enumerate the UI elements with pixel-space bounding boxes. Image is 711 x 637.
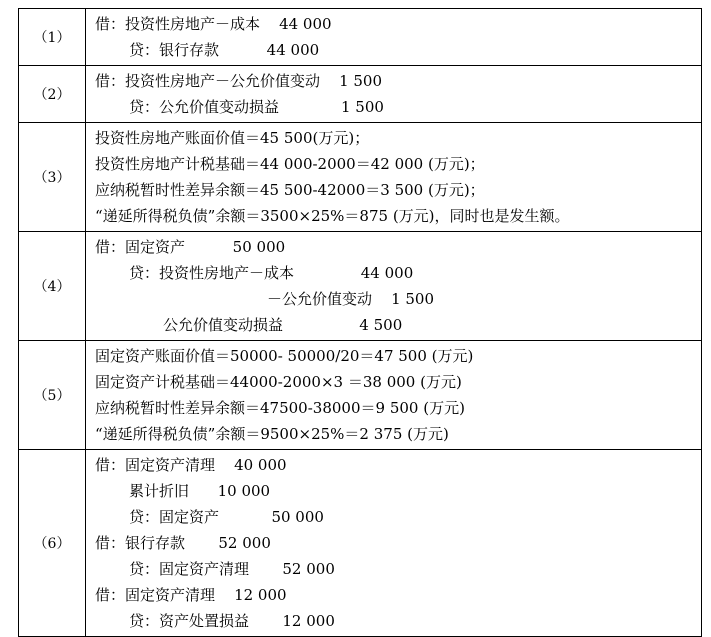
table-body [19, 9, 702, 637]
journal-entries-table [18, 8, 702, 637]
entry-line: 贷：资产处置损益 12 000 [129, 612, 335, 630]
entry-number-cell: （4） [19, 232, 86, 341]
entry-content-cell [86, 9, 702, 66]
entry-line: 借：银行存款 52 000 [95, 534, 271, 552]
table-row [19, 341, 702, 450]
table-row [19, 9, 702, 66]
entry-number-cell: （3） [19, 123, 86, 232]
entry-line: 固定资产计税基础＝44000-2000×3 ＝38 000 (万元) [95, 373, 462, 391]
table-row [19, 66, 702, 123]
entry-line: “递延所得税负债”余额＝9500×25%＝2 375 (万元) [95, 425, 449, 443]
entry-line: 固定资产账面价值＝50000- 50000/20＝47 500 (万元) [95, 347, 474, 365]
entry-line: 借：固定资产 50 000 [95, 238, 286, 256]
entry-line: “递延所得税负债”余额＝3500×25%＝875 (万元)，同时也是发生额。 [95, 207, 570, 225]
table-row [19, 450, 702, 637]
entry-line: 借：固定资产清理 40 000 [95, 456, 287, 474]
entry-number-cell: （5） [19, 341, 86, 450]
entry-content-cell [86, 66, 702, 123]
entry-content-cell [86, 450, 702, 637]
entry-line: 公允价值变动损益 4 500 [163, 316, 403, 334]
entry-line: 借：固定资产清理 12 000 [95, 586, 287, 604]
entry-line: 应纳税暂时性差异余额＝47500-38000＝9 500 (万元) [95, 399, 465, 417]
entry-line: 应纳税暂时性差异余额＝45 500-42000＝3 500 (万元)； [95, 181, 485, 199]
entry-content-cell [86, 232, 702, 341]
entry-content-cell [86, 341, 702, 450]
entry-line: －公允价值变动 1 500 [267, 290, 435, 308]
entry-content-cell [86, 123, 702, 232]
table-row [19, 232, 702, 341]
entry-line: 投资性房地产计税基础＝44 000-2000＝42 000 (万元)； [95, 155, 485, 173]
entry-line: 贷：公允价值变动损益 1 500 [129, 98, 384, 116]
entry-line: 贷：银行存款 44 000 [129, 41, 320, 59]
entry-line: 借：投资性房地产－公允价值变动 1 500 [95, 72, 383, 90]
entry-line: 贷：固定资产 50 000 [129, 508, 324, 526]
entry-number-cell: （6） [19, 450, 86, 637]
entry-number-cell: （2） [19, 66, 86, 123]
entry-line: 投资性房地产账面价值＝45 500(万元)； [95, 129, 370, 147]
entry-line: 累计折旧 10 000 [129, 482, 271, 500]
table-row [19, 123, 702, 232]
entry-line: 贷：固定资产清理 52 000 [129, 560, 335, 578]
entry-line: 借：投资性房地产－成本 44 000 [95, 15, 332, 33]
entry-number-cell: （1） [19, 9, 86, 66]
entry-line: 贷：投资性房地产－成本 44 000 [129, 264, 414, 282]
